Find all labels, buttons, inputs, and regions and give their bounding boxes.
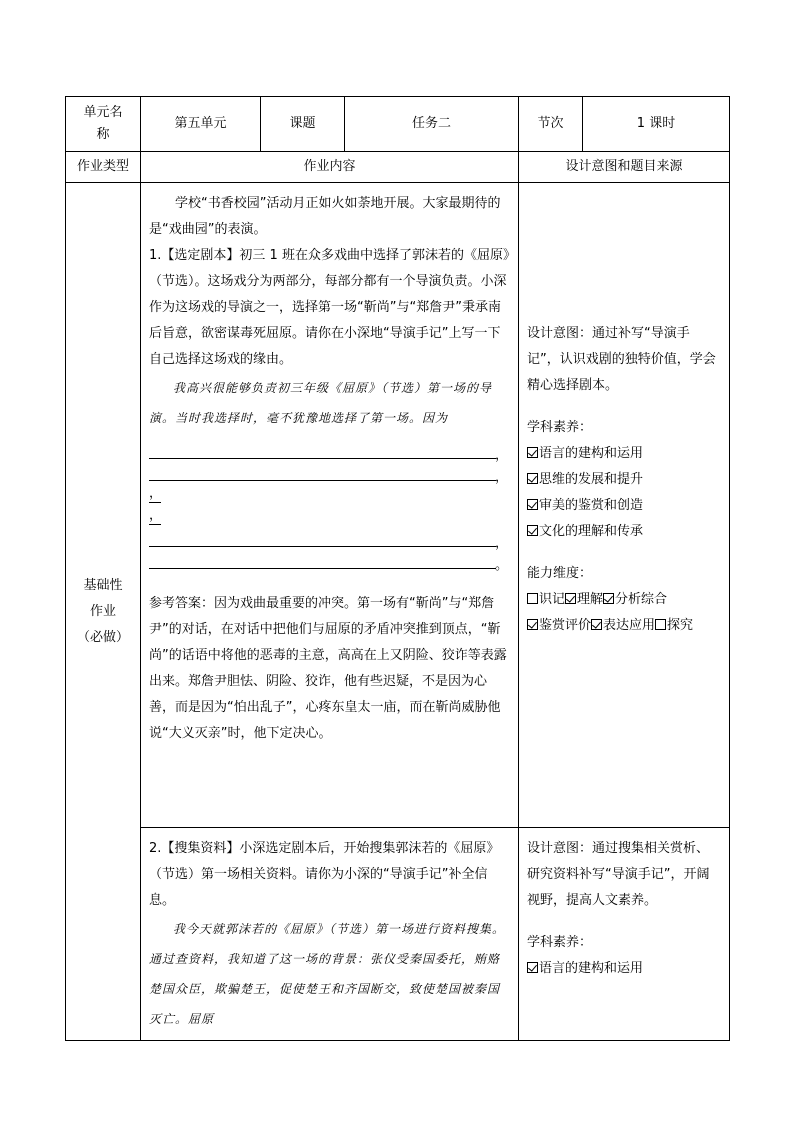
type-line-2: 作业 [89,603,116,619]
question-2-design [519,828,730,1041]
checkbox-item[interactable] [527,441,721,467]
type-line-3: （必做） [76,629,129,645]
checkbox-label: 思维的发展和提升 [539,472,644,487]
checkbox-item[interactable] [527,467,721,493]
blank-punctuation: ， [149,508,163,523]
literacy-title-1: 学科素养： [527,420,593,435]
answer-blank-line[interactable] [149,509,510,531]
checkbox-label: 审美的鉴赏和创造 [539,498,644,513]
reference-answer: 参考答案：因为戏曲最重要的冲突。第一场有“靳尚”与“郑詹尹”的对话，在对话中把他们与屈原的矛盾冲突推到顶点，“靳尚”的话语中将他的恶毒的主意，高高在上又阴险、狡诈等表露出来。郑詹尹胆怯、阴险、狡诈，他有些迟疑，不是因为心善，而是因为“怕出乱子”，心疼东皇太一庙，而在靳尚威胁他说“大义灭亲”时，他下定决心。 [149,596,507,741]
activity-intro: 学校“书香校园”活动月正如火如荼地开展。大家最期待的是“戏曲园”的表演。 [149,196,501,237]
checkbox-item[interactable] [527,519,721,545]
checked-box-icon[interactable] [527,447,538,458]
checked-box-icon[interactable] [591,619,602,630]
blank-underline [149,480,496,481]
homework-content-header: 作业内容 [141,152,519,183]
period-label-cell: 节次 [519,97,583,152]
answer-blank-line[interactable] [149,443,510,465]
answer-blank-line[interactable] [149,553,510,575]
checkbox-label: 语言的建构和运用 [539,446,644,461]
question-1-handwritten: 我高兴很能够负责初三年级《屈原》（节选）第一场的导演。当时我选择时，毫不犹豫地选择了第一场。因为 [149,381,493,425]
homework-type-header: 作业类型 [66,152,141,183]
question-2-text: 2.【搜集资料】小深选定剧本后，开始搜集郭沫若的《屈原》（节选）第一场相关资料。请你为小深的“导演手记”补全信息。 [149,841,500,908]
homework-type-cell [66,183,141,1041]
blank-punctuation: ， [494,448,508,463]
collect-materials-row [66,828,730,1041]
period-value-cell: 1 课时 [583,97,730,152]
unit-value-cell: 第五单元 [141,97,261,152]
checkbox-item[interactable] [591,618,655,633]
type-line-1: 基础性 [83,577,123,593]
answer-blank-line[interactable] [149,465,510,487]
ability-title: 能力维度： [527,566,593,581]
checked-box-icon[interactable] [527,525,538,536]
lesson-value-cell: 任务二 [345,97,519,152]
basic-homework-row [66,183,730,828]
question-1-content [141,183,519,828]
lesson-label-cell: 课题 [261,97,345,152]
checkbox-item[interactable] [527,592,565,607]
answer-blank-line[interactable] [149,487,510,509]
checked-box-icon[interactable] [527,619,538,630]
blank-underline [149,458,496,459]
header-row [66,97,730,152]
literacy-list-2 [527,956,721,982]
question-2-content [141,828,519,1041]
checkbox-label: 分析综合 [615,592,668,607]
checked-box-icon[interactable] [527,499,538,510]
answer-blank-lines [149,443,510,575]
blank-underline [149,502,161,503]
ability-row-2 [527,613,721,639]
blank-punctuation: 。 [494,558,508,573]
column-header-row [66,152,730,183]
checkbox-item[interactable] [565,592,603,607]
empty-box-icon[interactable] [655,619,666,630]
homework-design-table [65,96,730,1041]
checked-box-icon[interactable] [565,593,576,604]
design-intent-2: 设计意图：通过搜集相关赏析、研究资料补写“导演手记”，开阔视野，提高人文素养。 [527,841,710,908]
checkbox-item[interactable] [527,618,591,633]
answer-blank-line[interactable] [149,531,510,553]
design-intent-header: 设计意图和题目来源 [519,152,730,183]
design-intent-1: 设计意图：通过补写“导演手记”，认识戏剧的独特价值，学会精心选择剧本。 [527,326,716,393]
checkbox-label: 语言的建构和运用 [539,961,644,976]
checkbox-label: 理解 [577,592,604,607]
literacy-list [527,441,721,545]
question-1-design [519,183,730,828]
checkbox-label: 文化的理解和传承 [539,524,644,539]
blank-underline [149,546,496,547]
blank-punctuation: ， [494,470,508,485]
unit-label-cell: 单元名称 [66,97,141,152]
checked-box-icon[interactable] [603,593,614,604]
literacy-title-2: 学科素养： [527,935,593,950]
checkbox-label: 探究 [667,618,694,633]
checkbox-label: 识记 [539,592,566,607]
checkbox-item[interactable] [655,618,693,633]
empty-box-icon[interactable] [527,593,538,604]
blank-punctuation: ， [494,536,508,551]
checkbox-label: 鉴赏评价 [539,618,592,633]
blank-underline [149,568,496,569]
question-2-handwritten: 我今天就郭沫若的《屈原》（节选）第一场进行资料搜集。通过查资料，我知道了这一场的背景：张仪受秦国委托，贿赂楚国众臣，欺骗楚王，促使楚王和齐国断交，致使楚国被秦国灭亡。屈原 [149,922,506,1026]
checked-box-icon[interactable] [527,962,538,973]
blank-punctuation: ， [149,486,163,501]
checkbox-label: 表达应用 [603,618,656,633]
checkbox-item[interactable] [527,956,721,982]
checkbox-item[interactable] [603,592,667,607]
ability-row-1 [527,587,721,613]
checked-box-icon[interactable] [527,473,538,484]
checkbox-item[interactable] [527,493,721,519]
blank-underline [149,524,161,525]
question-1-text: 1.【选定剧本】初三 1 班在众多戏曲中选择了郭沫若的《屈原》（节选）。这场戏分为两部分，每部分都有一个导演负责。小深作为这场戏的导演之一，选择第一场“靳尚”与“郑詹尹”秉承南后旨意，欲密谋毒死屈原。请你在小深地“导演手记”上写一下自己选择这场戏的缘由。 [149,248,510,367]
